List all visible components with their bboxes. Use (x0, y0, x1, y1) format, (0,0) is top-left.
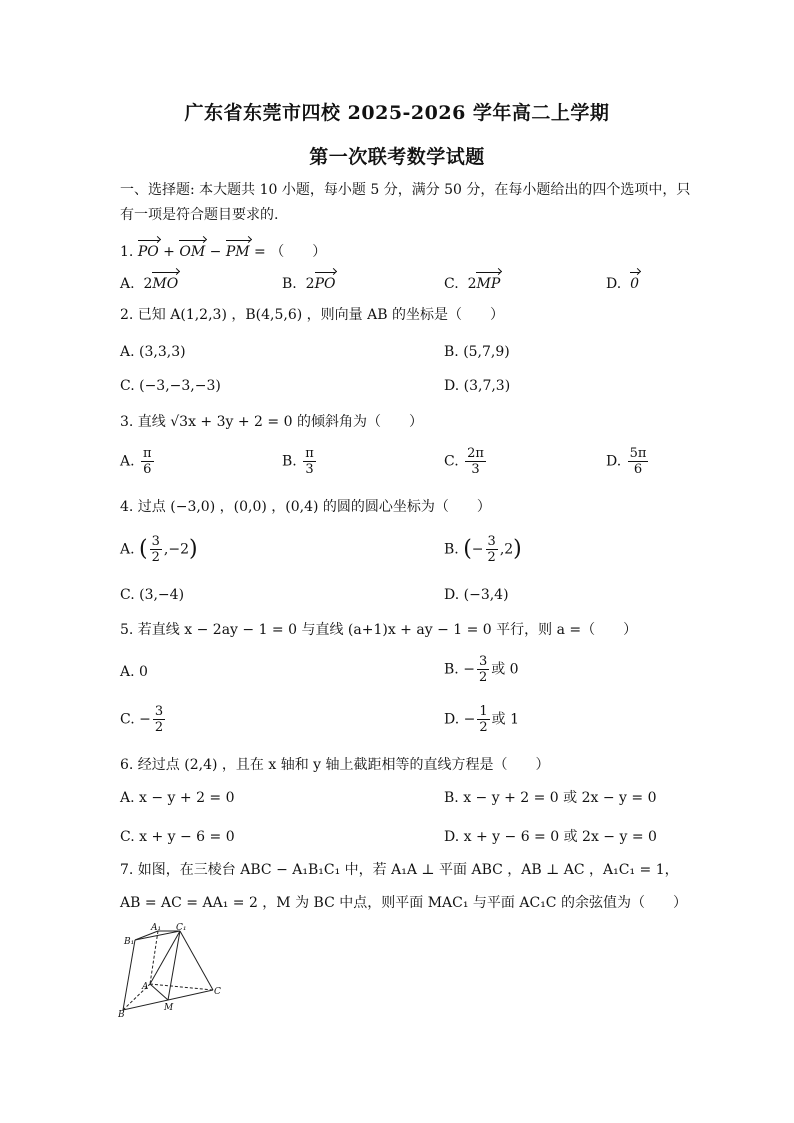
label-a1: A₁ (151, 923, 162, 933)
section-header-line2: 有一项是符合题目要求的. (120, 207, 279, 223)
q3-option-c-fraction (465, 446, 486, 477)
q3-option-b-fraction (303, 446, 316, 477)
q5-option-d: D. − $\frac{1}{2}$ 或 1 (444, 704, 520, 735)
question-7-line1: 7. 如图，在三棱台 ABC − A₁B₁C₁ 中，若 A₁A ⊥ 平面 ABC ，AB ⊥ AC ，A₁C₁ = 1， (120, 862, 679, 878)
q2-option-b: B. (5,7,9) (444, 344, 510, 360)
q4-option-c: C. (3,−4) (120, 587, 185, 603)
label-c1: C₁ (176, 923, 187, 933)
exam-title-line1: 广东省东莞市四校 2025-2026 学年高二上学期 (184, 102, 610, 124)
label-m: M (164, 1003, 174, 1013)
q2-option-d: D. (3,7,3) (444, 378, 511, 394)
q2-option-a: A. (3,3,3) (120, 344, 186, 360)
question-7-line2: AB = AC = AA₁ = 2 ，M 为 BC 中点，则平面 MAC₁ 与平面 AC₁C 的余弦值为（ ） (120, 895, 687, 911)
q1-stem-end: = （ ） (254, 244, 327, 260)
q5-option-b-label: B. (444, 661, 459, 678)
q3-b-numerator: π (305, 446, 314, 461)
q1-option-c: C. 2MP (444, 276, 501, 292)
q1-option-c-label: C. (444, 276, 459, 292)
q4-option-b-label: B. (444, 541, 459, 558)
q5-option-d-tail: 或 1 (491, 711, 520, 728)
label-a: A (142, 982, 149, 992)
q1-option-d-label: D. (606, 276, 622, 292)
q4-option-d: D. (−3,4) (444, 587, 509, 603)
q5-option-a: A. 0 (120, 664, 148, 680)
q3-c-numerator: 2π (467, 446, 484, 461)
question-5-stem: 5. 若直线 x − 2ay − 1 = 0 与直线 (a+1)x + ay − 1 = 0 平行，则 a =（ ） (120, 622, 638, 638)
q3-c-denominator: 3 (471, 462, 480, 477)
q3-a-numerator: π (143, 446, 152, 461)
q5-option-c: C. − $\frac{3}{2}$ (120, 704, 164, 735)
label-b1: B₁ (124, 937, 135, 947)
question-3-stem: 3. 直线 √3x + 3y + 2 = 0 的倾斜角为（ ） (120, 414, 423, 430)
q1-option-d-vector: 0 (630, 276, 640, 292)
edge-c1-c (180, 931, 213, 990)
label-b: B (118, 1010, 125, 1017)
q6-option-c: C. x + y − 6 = 0 (120, 829, 235, 845)
q3-option-d-fraction (628, 446, 649, 477)
question-2-stem: 2. 已知 A(1,2,3) ，B(4,5,6) ，则向量 AB 的坐标是（ ） (120, 307, 504, 323)
vector-po: PO (137, 244, 159, 260)
edge-a-c-hidden (150, 984, 213, 990)
q5-option-b-tail: 或 0 (491, 661, 519, 678)
q3-option-a-fraction (141, 446, 154, 477)
q1-option-c-vector: MP (476, 276, 501, 292)
q2-option-c: C. (−3,−3,−3) (120, 378, 221, 394)
q3-option-d-label: D. (606, 453, 622, 470)
edge-a-m (150, 984, 168, 1000)
q4-option-a: A. ( $\frac{3}{2}$ ,−2) (120, 534, 198, 565)
q6-option-a: A. x − y + 2 = 0 (120, 790, 235, 806)
exam-title-line2: 第一次联考数学试题 (309, 146, 485, 168)
q1-number: 1. (120, 244, 134, 260)
q1-option-b: B. 2PO (282, 276, 336, 292)
q3-b-denominator: 3 (305, 462, 314, 477)
vector-pm: PM (225, 244, 250, 260)
q3-option-a (120, 446, 156, 477)
q1-option-a-label: A. (120, 276, 135, 292)
q3-option-b-label: B. (282, 453, 297, 470)
vector-om: OM (179, 244, 206, 260)
frustum-figure (118, 922, 228, 1017)
q3-option-d (606, 446, 650, 477)
q6-option-b: B. x − y + 2 = 0 或 2x − y = 0 (444, 790, 657, 806)
section-header-line1: 一、选择题: 本大题共 10 小题，每小题 5 分，满分 50 分，在每小题给出的四个选项中，只 (120, 182, 691, 198)
q1-option-a: A. 2MO (120, 276, 179, 292)
q1-option-a-vector: MO (152, 276, 179, 292)
q3-option-a-label: A. (120, 453, 135, 470)
q1-option-d (606, 274, 639, 294)
question-1: 1. PO + OM − PM = （ ） (120, 244, 327, 260)
q5-option-c-label: C. (120, 711, 135, 728)
label-c: C (214, 987, 221, 997)
q5-option-d-label: D. (444, 711, 460, 728)
q3-option-c (444, 446, 488, 477)
q3-d-numerator: 5π (629, 446, 647, 461)
q3-d-denominator: 6 (633, 462, 643, 477)
q3-a-denominator: 6 (143, 462, 152, 477)
q6-option-d: D. x + y − 6 = 0 或 2x − y = 0 (444, 829, 657, 845)
q5-option-b: B. − $\frac{3}{2}$ 或 0 (444, 654, 519, 685)
question-4-stem: 4. 过点 (−3,0) ，(0,0) ，(0,4) 的圆的圆心坐标为（ ） (120, 499, 491, 515)
q1-option-b-label: B. (282, 276, 297, 292)
edge-b1-b (123, 940, 135, 1010)
question-6-stem: 6. 经过点 (2,4) ，且在 x 轴和 y 轴上截距相等的直线方程是（ ） (120, 757, 550, 773)
q1-option-b-vector: PO (314, 276, 336, 292)
q3-option-b (282, 446, 318, 477)
q4-option-b: B. (− $\frac{3}{2}$ ,2) (444, 534, 522, 565)
q4-option-a-label: A. (120, 541, 135, 558)
q3-option-c-label: C. (444, 453, 459, 470)
